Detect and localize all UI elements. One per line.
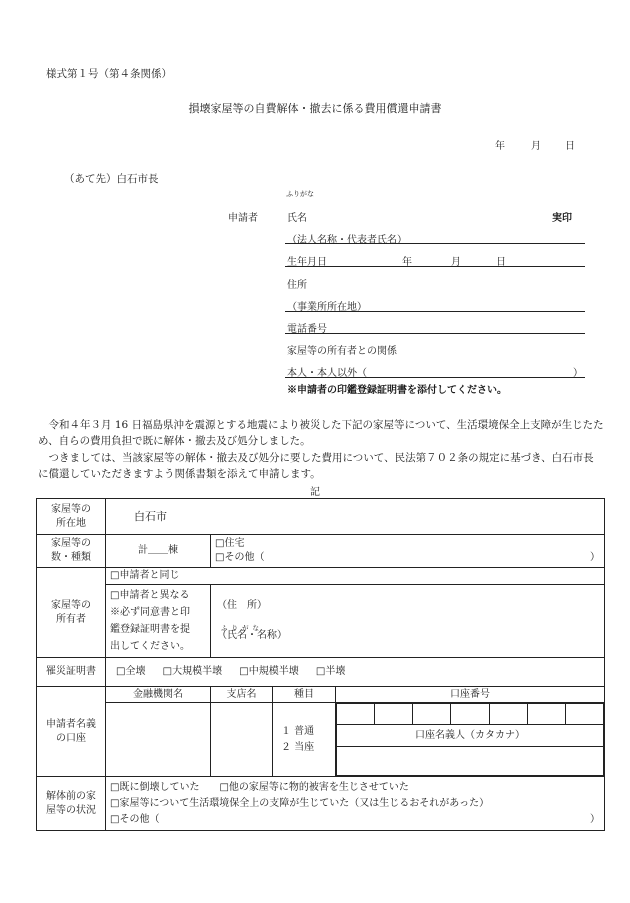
seal-label: 実印	[552, 213, 572, 224]
date-year: 年	[495, 141, 505, 152]
birth-underline	[285, 266, 585, 267]
date-day: 日	[565, 141, 575, 152]
addressee: （あて先）白石市長	[64, 173, 159, 185]
row-account-body	[37, 703, 605, 777]
row-account-header	[37, 687, 605, 703]
account-type-field[interactable]: １ 普通 ２ 当座	[273, 703, 336, 777]
status-label: 解体前の家 屋等の状況	[37, 777, 106, 831]
phone-underline	[285, 333, 585, 334]
row-certificate	[37, 658, 605, 687]
seal-cert-note: ※申請者の印鑑登録証明書を添付してください。	[287, 385, 507, 396]
status-hindrance-option[interactable]: □家屋等について生活環境保全上の支障が生じていた（又は生じるおそれがあった）	[110, 797, 490, 809]
status-other-option[interactable]: □その他（ ）	[110, 813, 600, 825]
status-line-1	[110, 780, 600, 796]
building-type	[211, 535, 605, 568]
office-label: （事業所所在地）	[287, 302, 367, 313]
location-value[interactable]: 白石市	[106, 499, 605, 535]
account-holder-field[interactable]	[337, 747, 604, 776]
corp-name-label: （法人名称・代表者氏名）	[287, 235, 407, 246]
application-table	[36, 498, 605, 831]
body-paragraph-1: 令和４年３月 16 日福島県沖を震源とする地震により被災した下記の家屋等について、生活環境保全上支障が生じたため、自らの費用負担で既に解体・撤去及び処分しました。	[38, 419, 604, 447]
owner-details[interactable]	[211, 585, 605, 658]
relation-underline	[285, 377, 585, 378]
ki-heading: 記	[310, 487, 320, 498]
certificate-label: 罹災証明書	[37, 658, 106, 687]
account-grid	[336, 703, 604, 776]
relation-close: ）	[573, 368, 583, 379]
row-location	[37, 499, 605, 535]
birth-label: 生年月日	[287, 257, 327, 268]
status-damage-option[interactable]: □他の家屋等に物的被害を生じさせていた	[219, 781, 409, 793]
branch-header: 支店名	[211, 687, 273, 703]
owner-diff-option[interactable]: □申請者と異なる ※必ず同意書と印 鑑登録証明書を提 出してください。	[106, 585, 211, 658]
account-holder-label: 口座名義人（カタカナ）	[337, 725, 604, 747]
opt-other[interactable]: □その他（ ）	[215, 552, 600, 563]
account-digit-7[interactable]	[565, 704, 603, 725]
status-options	[106, 777, 605, 831]
birth-year: 年	[402, 257, 412, 268]
account-digit-1[interactable]	[337, 704, 375, 725]
account-digit-3[interactable]	[413, 704, 451, 725]
bank-name-field[interactable]	[106, 703, 211, 777]
account-digit-2[interactable]	[375, 704, 413, 725]
relation-value: 本人・本人以外（	[287, 368, 367, 379]
name-label: 氏名	[287, 213, 307, 224]
row-owner-diff	[37, 585, 605, 658]
branch-name-field[interactable]	[211, 703, 273, 777]
row-count	[37, 535, 605, 568]
date-month: 月	[531, 141, 541, 152]
document-title: 損壊家屋等の自費解体・撤去に係る費用償還申請書	[188, 102, 442, 115]
owner-label: 家屋等の 所有者	[37, 568, 106, 658]
name-underline	[285, 243, 585, 244]
phone-label: 電話番号	[287, 324, 327, 335]
certificate-options	[106, 658, 605, 687]
relation-label: 家屋等の所有者との関係	[287, 346, 397, 357]
count-label: 家屋等の 数・種類	[37, 535, 106, 568]
bank-header: 金融機関名	[106, 687, 211, 703]
account-number-header: 口座番号	[336, 687, 605, 703]
cert-option-mid-half[interactable]: □中規模半壊	[239, 666, 299, 677]
row-owner-same	[37, 568, 605, 585]
account-digit-6[interactable]	[527, 704, 565, 725]
location-label: 家屋等の 所在地	[37, 499, 106, 535]
opt-house[interactable]: □住宅	[215, 538, 245, 549]
account-digit-4[interactable]	[451, 704, 489, 725]
form-number: 様式第１号（第４条関係）	[46, 68, 172, 80]
type-header: 種目	[273, 687, 336, 703]
address-label: 住所	[287, 280, 307, 291]
status-collapsed-option[interactable]: □既に倒壊していた	[110, 781, 200, 793]
applicant-label: 申請者	[228, 213, 258, 224]
account-digit-5[interactable]	[489, 704, 527, 725]
account-number-area	[336, 703, 605, 777]
address-underline	[285, 311, 585, 312]
cert-option-total[interactable]: □全壊	[116, 666, 146, 677]
owner-address-label: （住 所）	[217, 600, 267, 611]
body-paragraph-2: つきましては、当該家屋等の解体・撤去及び処分に要した費用について、民法第７０２条の規定に基づき、白石市長に償還していただきますよう関係書類を添えて申請します。	[38, 452, 594, 480]
account-label: 申請者名義 の口座	[37, 687, 106, 777]
furigana-label: ふりがな	[286, 190, 314, 198]
cert-option-half[interactable]: □半壊	[315, 666, 346, 677]
owner-name-label: ふりがな （氏名・名称）	[217, 624, 287, 641]
birth-month: 月	[451, 257, 461, 268]
birth-day: 日	[496, 257, 506, 268]
building-count[interactable]: 計＿＿棟	[106, 535, 211, 568]
cert-option-large-half[interactable]: □大規模半壊	[162, 666, 223, 677]
owner-same-option[interactable]: □申請者と同じ	[106, 568, 605, 585]
row-status	[37, 777, 605, 831]
